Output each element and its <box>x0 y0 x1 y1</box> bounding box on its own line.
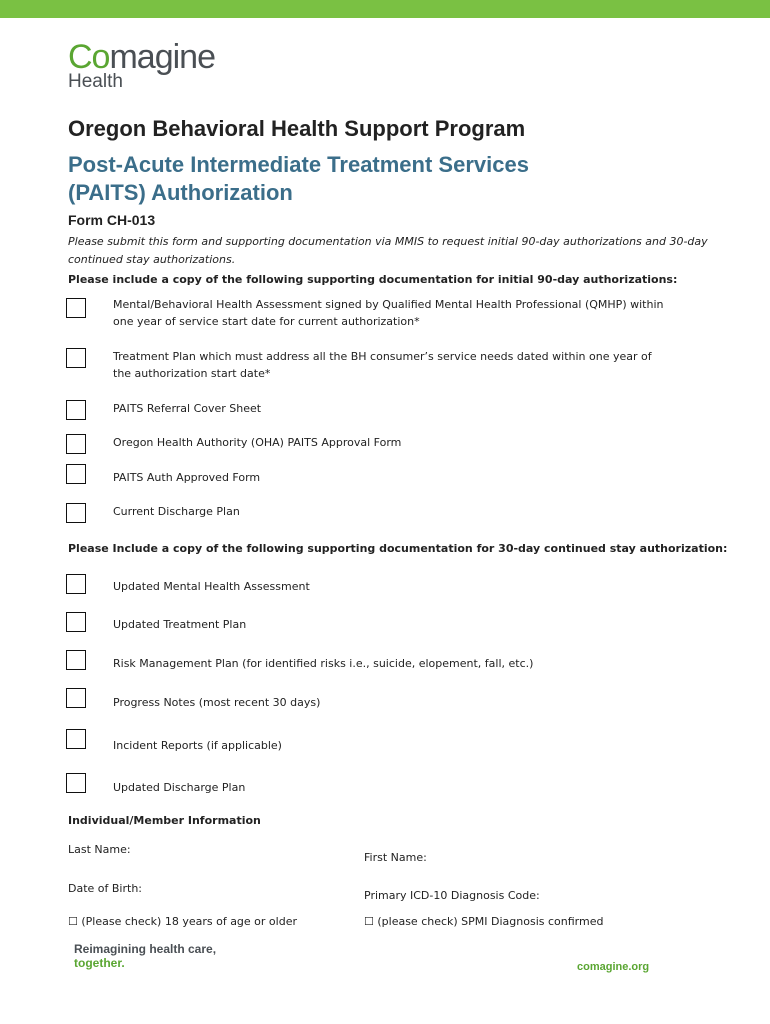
icd-code-label: Primary ICD-10 Diagnosis Code: <box>364 889 540 902</box>
continued-section-heading: Please Include a copy of the following supporting documentation for 30-day continued stay authorization: <box>68 542 728 555</box>
item-label: PAITS Auth Approved Form <box>113 471 261 484</box>
logo-magine: magine <box>109 38 215 76</box>
logo-health: Health <box>68 71 123 92</box>
item-label: Updated Mental Health Assessment <box>113 580 310 593</box>
subtitle-line-2: (PAITS) Authorization <box>68 180 293 205</box>
checkbox[interactable] <box>66 298 86 318</box>
initial-section-heading: Please include a copy of the following supporting documentation for initial 90-day authorizations: <box>68 273 678 286</box>
age-checkbox[interactable]: ☐ (Please check) 18 years of age or older <box>68 915 297 928</box>
checkbox[interactable] <box>66 650 86 670</box>
item-label: Updated Treatment Plan <box>113 618 247 631</box>
checkbox[interactable] <box>66 434 86 454</box>
footer-website: comagine.org <box>577 961 650 973</box>
instructions: Please submit this form and supporting documentation via MMIS to request initial 90-day authorizations and 30-day continued stay authorizations. <box>68 235 708 266</box>
item-label: Progress Notes (most recent 30 days) <box>113 696 321 709</box>
subtitle-line-1: Post-Acute Intermediate Treatment Services <box>68 152 529 177</box>
checkbox[interactable] <box>66 729 86 749</box>
tagline-line-1: Reimagining health care, <box>74 942 217 956</box>
last-name-label: Last Name: <box>68 843 131 856</box>
checkbox[interactable] <box>66 773 86 793</box>
member-info-heading: Individual/Member Information <box>68 814 261 827</box>
comagine-health-logo <box>68 40 215 92</box>
checkbox[interactable] <box>66 400 86 420</box>
item-label: Current Discharge Plan <box>113 505 240 518</box>
checkbox[interactable] <box>66 612 86 632</box>
logo-co: Co <box>68 38 110 76</box>
item-label: PAITS Referral Cover Sheet <box>113 402 262 415</box>
footer-tagline <box>74 942 216 970</box>
item-label: Treatment Plan which must address all the BH consumer’s service needs dated within one year of the authorization start date* <box>113 350 652 380</box>
tagline-line-2: together. <box>74 956 125 970</box>
item-label: Risk Management Plan (for identified risks i.e., suicide, elopement, fall, etc.) <box>113 657 534 670</box>
item-label: Oregon Health Authority (OHA) PAITS Approval Form <box>113 436 402 449</box>
dob-label: Date of Birth: <box>68 882 143 895</box>
top-accent-bar <box>0 0 770 18</box>
item-label: Incident Reports (if applicable) <box>113 739 282 752</box>
checkbox[interactable] <box>66 348 86 368</box>
page-subtitle <box>68 151 529 207</box>
checkbox[interactable] <box>66 574 86 594</box>
item-label: Mental/Behavioral Health Assessment signed by Qualified Mental Health Professional (QMHP) within one year of service start date for current authorization* <box>113 298 664 328</box>
page-title: Oregon Behavioral Health Support Program <box>68 116 526 141</box>
form-number: Form CH-013 <box>68 212 156 228</box>
spmi-checkbox[interactable]: ☐ (please check) SPMI Diagnosis confirmed <box>364 915 604 928</box>
checkbox[interactable] <box>66 464 86 484</box>
checkbox[interactable] <box>66 688 86 708</box>
first-name-label: First Name: <box>364 851 427 864</box>
checkbox[interactable] <box>66 503 86 523</box>
item-label: Updated Discharge Plan <box>113 781 246 794</box>
